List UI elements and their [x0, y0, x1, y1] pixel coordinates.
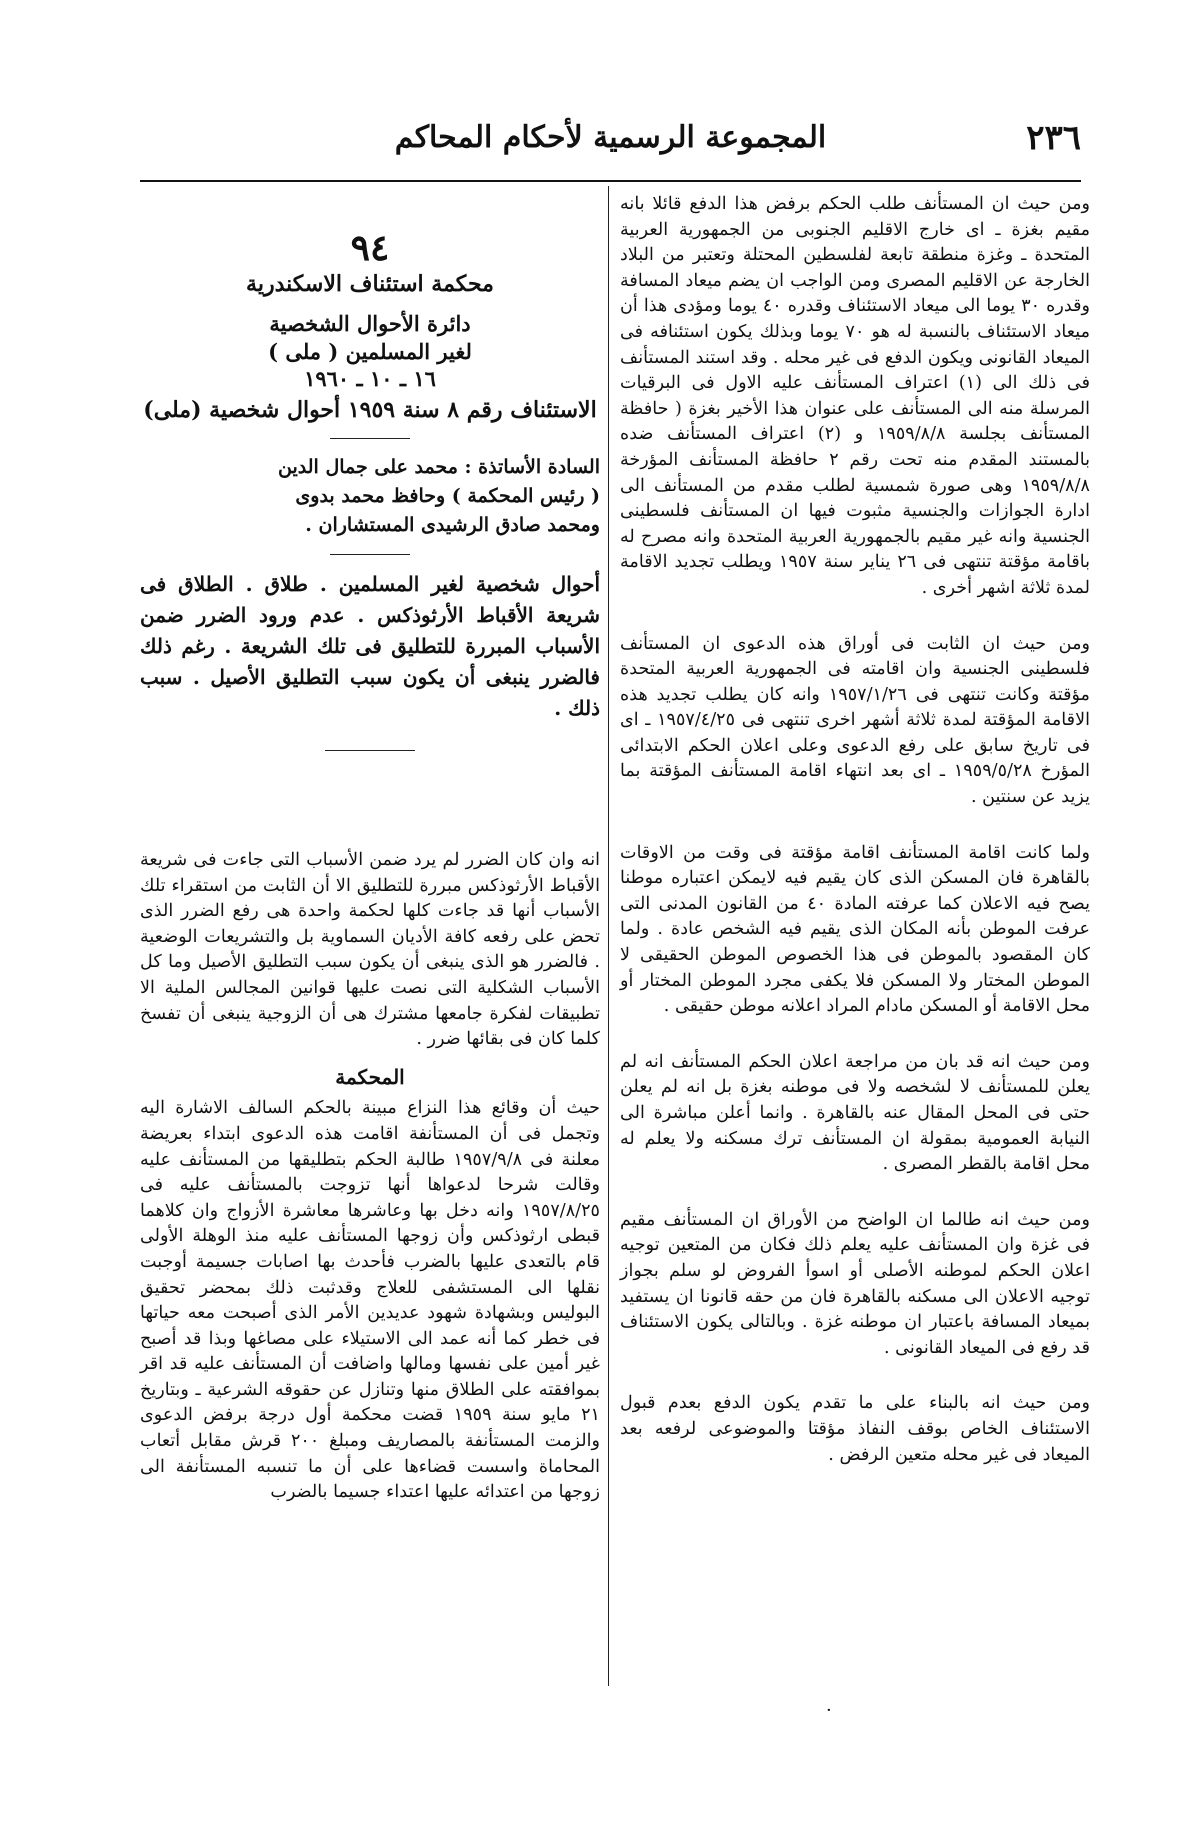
divider — [330, 554, 410, 555]
divider — [330, 438, 410, 439]
page-header — [140, 118, 1081, 178]
paragraph-r3: ولما كانت اقامة المستأنف اقامة مؤقتة فى وقت من الاوقات بالقاهرة فان المسكن الذى كان يقيم فيه لايمكن اعتباره موطنا يصح فيه الاعلان كما عرفته المادة ٤٠ من القانون المدنى التى عرفت الموطن بأنه المكان الذى يقيم فيه الشخص عادة . ولما كان المقصود بالموطن فى هذا الخصوص الموطن الحقيقى لا الموطن المختار ولا المسكن فلا يكفى مجرد الموطن المختار أو محل الاقامة أو المسكن مادام المراد اعلانه موطن حقيقى . — [620, 842, 1090, 1017]
judges-line-1: السادة الأساتذة : محمد على جمال الدين — [278, 455, 600, 478]
circuit-subtitle: لغير المسلمين ( ملى ) — [268, 338, 472, 364]
running-title: المجموعة الرسمية لأحكام المحاكم — [394, 120, 827, 155]
court-name: محكمة استئناف الاسكندرية — [246, 270, 494, 297]
judgment-date: ١٦ ـ ١٠ ـ ١٩٦٠ — [304, 366, 436, 392]
judges-line-3: ومحمد صادق الرشيدى المستشاران . — [305, 513, 600, 536]
case-header — [140, 227, 600, 765]
page-number: ٢٣٦ — [1026, 118, 1081, 158]
case-number: ٩٤ — [350, 227, 390, 269]
divider — [325, 750, 415, 751]
paragraph-r6: ومن حيث انه بالبناء على ما تقدم يكون الدفع بعدم قبول الاستئناف الخاص بوقف النفاذ مؤقتا والموضوعى لرفعه بعد الميعاد فى غير محله متعين الرفض . — [620, 1393, 1090, 1465]
paragraph-r4: ومن حيث انه قد بان من مراجعة اعلان الحكم المستأنف انه لم يعلن للمستأنف لا لشخصه ولا فى موطنه بغزة بل انه لم يعلن حتى فى المحل المقال عنه بالقاهرة . وانما أعلن مباشرة الى النيابة العمومية بمقولة ان المستأنف ترك مسكنه ولا يعلم له محل اقامة بالقطر المصرى . — [620, 1051, 1090, 1175]
paragraph-r5: ومن حيث انه طالما ان الواضح من الأوراق ان المستأنف مقيم فى غزة وان المستأنف عليه يعلم ذلك فكان من المتعين توجيه اعلان الحكم لموطنه الأصلى أو اسوأ الفروض لو سلم بجواز توجيه الاعلان الى مسكنه بالقاهرة فان من حقه قانونا ان يستفيد بميعاد المسافة باعتبار ان موطنه غزة . وبالتالى يكون الاستئناف قد رفع فى الميعاد القانونى . — [620, 1209, 1090, 1358]
legal-principle: انه وان كان الضرر لم يرد ضمن الأسباب التى جاءت فى شريعة الأقباط الأرثوذكس مبررة للتطليق الا أن الثابت من استقراء تلك الأسباب أنها قد جاءت كلها لحكمة واحدة هى رفع الضرر الذى تحض على رفعه كافة الأديان السماوية بل والتشريعات الوضعية . فالضرر هو الذى ينبغى أن يكون سبب التطليق الأصيل وما كل الأسباب الشكلية التى نصت عليها قوانين المجالس الملية الا تطبيقات لفكرة جامعها مشترك هى أن الزوجية ينبغى أن تفسخ كلما كان فى بقائها ضرر . — [140, 850, 600, 1050]
paragraph-r1: ومن حيث ان المستأنف طلب الحكم برفض هذا الدفع قائلا بانه مقيم بغزة ـ اى خارج الاقليم الجنوبى من الجمهورية العربية المتحدة ـ وغزة منطقة تابعة لفلسطين المحتلة وتعتبر من البلاد الخارجة عن الاقليم المصرى ومن الواجب ان يضم ميعاد المسافة وقدره ٣٠ يوما الى ميعاد الاستئناف وقدره ٤٠ يوما ومؤدى هذا أن ميعاد الاستئناف بالنسبة له هو ٧٠ يوما وبذلك يكون استئنافه فى الميعاد القانونى ويكون الدفع فى غير محله . وقد استند المستأنف فى ذلك الى (١) اعتراف المستأنف عليه الاول فى البرقيات المرسلة منه الى المستأنف على عنوان هذا الأخير بغزة ( حافظة المستأنف بجلسة ١٩٥٩/٨/٨ و (٢) اعتراف المستأنف ضده بالمستند المقدم منه تحت رقم ٢ حافظة المستأنف المؤرخة ١٩٥٩/٨/٨ وهى صورة شمسية لطلب مقدم من المستأنف الى ادارة الجوازات والجنسية مثبوت فيها ان المستأنف فلسطينى الجنسية وانه غير مقيم بالجمهورية العربية المتحدة وانه مصرح له باقامة مؤقتة تنتهى فى ٢٦ يناير سنة ١٩٥٧ ويطلب تجديد الاقامة لمدة ثلاثة اشهر أخرى . — [620, 194, 1091, 598]
stray-mark: · — [826, 1700, 832, 1721]
judgment-body — [140, 848, 600, 1506]
judges-line-2: ( رئيس المحكمة ) وحافظ محمد بدوى — [295, 484, 600, 507]
section-title: المحكمة — [335, 1064, 405, 1089]
judgment-text: حيث أن وقائع هذا النزاع مبينة بالحكم السالف الاشارة اليه وتجمل فى أن المستأنفة اقامت هذه الدعوى ابتداء بعريضة معلنة فى ١٩٥٧/٩/٨ طالبة الحكم بتطليقها من المستأنف عليه وقالت شرحا لدعواها أنها تزوجت بالمستأنف عليه فى ١٩٥٧/٨/٢٥ وانه دخل بها وعاشرها معاشرة الأزواج وان كلاهما قبطى ارثوذكس وأن زوجها المستأنف عليه منذ الوهلة الأولى قام بالتعدى عليها بالضرب فأحدث بها اصابات جسيمة أوجبت نقلها الى المستشفى للعلاج وقدثبت ذلك بمحضر تحقيق البوليس وبشهادة شهود عديدين الأمر الذى أصبحت معه حياتها فى خطر كما أنه عمد الى الاستيلاء على مصاغها وبذا قد أصبح غير أمين على نفسها ومالها واضافت أن المستأنف عليه قد اقر بموافقته على الطلاق منها وتنازل عن حقوقه الشرعية ـ وبتاريخ ٢١ مايو سنة ١٩٥٩ قضت محكمة أول درجة برفض الدعوى والزمت المستأنفة بالمصاريف ومبلغ ٢٠٠ قرش مقابل أتعاب المحاماة واسست قضاءها على أن ما تنسبه المستأنفة الى زوجها من اعتدائه عليها اعتداء جسيما بالضرب — [140, 1098, 600, 1503]
header-rule — [140, 180, 1081, 182]
case-summary: أحوال شخصية لغير المسلمين . طلاق . الطلاق فى شريعة الأقباط الأرثوذكس . عدم ورود الضرر ضمن الأسباب المبررة للتطليق فى تلك الشريعة . رغم ذلك فالضرر ينبغى أن يكون سبب التطليق الأصيل . سبب ذلك . — [140, 571, 600, 720]
paragraph-r2: ومن حيث ان الثابت فى أوراق هذه الدعوى ان المستأنف فلسطينى الجنسية وان اقامته فى الجمهورية العربية المتحدة مؤقتة وكانت تنتهى فى ١٩٥٧/١/٢٦ وانه كان يطلب تجديد هذه الاقامة المؤقتة لمدة ثلاثة أشهر اخرى تنتهى فى ١٩٥٧/٤/٢٥ ـ اى فى تاريخ سابق على رفع الدعوى وعلى اعلان الحكم الابتدائى المؤرخ ١٩٥٩/٥/٢٨ ـ اى بعد انتهاء اقامة المستأنف المؤقتة بما يزيد عن سنتين . — [620, 633, 1091, 808]
right-column — [620, 192, 1090, 1468]
circuit-name: دائرة الأحوال الشخصية — [269, 311, 471, 337]
column-separator — [608, 186, 609, 1686]
judges-panel — [140, 453, 600, 540]
appeal-reference: الاستئناف رقم ٨ سنة ١٩٥٩ أحوال شخصية (ملى) — [143, 396, 597, 423]
